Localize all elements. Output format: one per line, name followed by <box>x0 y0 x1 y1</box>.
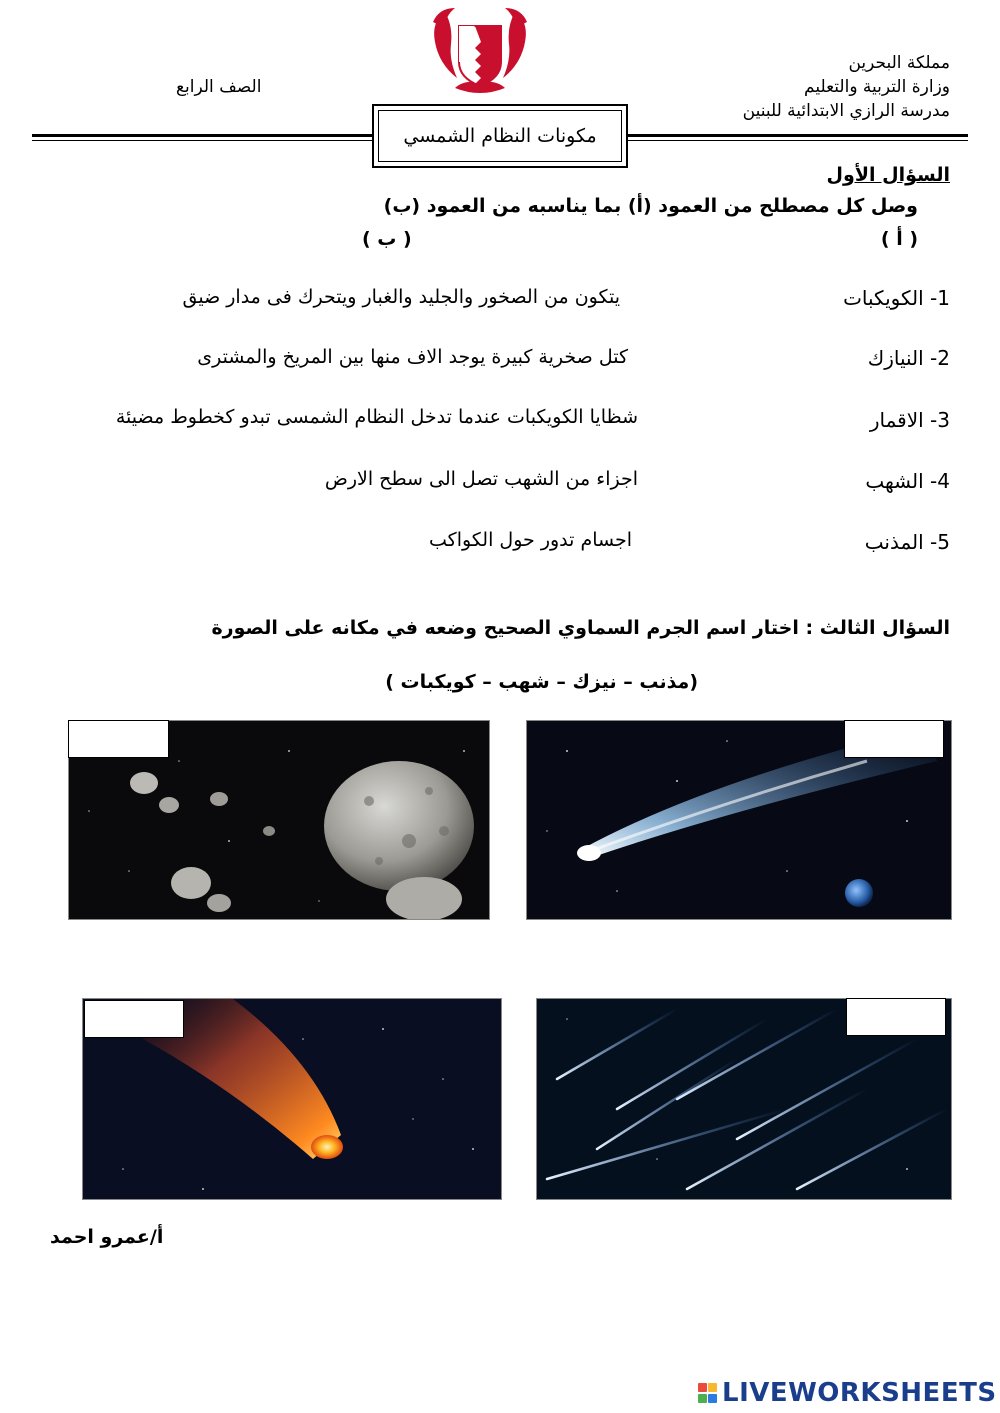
definition-2: كتل صخرية كبيرة يوجد الاف منها بين المريخ والمشترى <box>197 346 628 368</box>
term-4: 4- الشهب <box>865 469 950 493</box>
term-3: 3- الاقمار <box>869 408 950 432</box>
grade-label: الصف الرابع <box>176 77 262 97</box>
column-a-header: ( أ ) <box>880 228 918 250</box>
liveworksheets-logo <box>698 1378 997 1408</box>
answer-box-asteroids[interactable] <box>68 720 169 758</box>
definition-5: اجسام تدور حول الكواكب <box>429 529 632 551</box>
header-rule-right <box>628 134 968 137</box>
teacher-name: أ/عمرو احمد <box>50 1226 164 1248</box>
definition-1: يتكون من الصخور والجليد والغبار ويتحرك فى مدار ضيق <box>182 286 620 308</box>
column-b-header: ( ب ) <box>362 228 412 250</box>
page-title-box <box>372 104 628 168</box>
question1-instruction: وصل كل مصطلح من العمود (أ) بما يناسبه من العمود (ب) <box>383 195 918 217</box>
term-5: 5- المذنب <box>864 530 950 554</box>
term-2: 2- النيازك <box>867 346 950 370</box>
header-rule-left <box>32 134 372 137</box>
definition-4: اجزاء من الشهب تصل الى سطح الارض <box>324 468 638 490</box>
liveworksheets-text: LIVEWORKSHEETS <box>722 1378 997 1408</box>
term-1: 1- الكويكبات <box>843 286 950 310</box>
header-rule-right-thin <box>628 140 968 141</box>
answer-box-comet[interactable] <box>844 720 944 758</box>
ministry-label: وزارة التربية والتعليم <box>804 77 950 97</box>
answer-box-meteorite[interactable] <box>84 1000 184 1038</box>
question3-title: السؤال الثالث : اختار اسم الجرم السماوي الصحيح وضعه في مكانه على الصورة <box>211 617 950 639</box>
answer-box-meteor-shower[interactable] <box>846 998 946 1036</box>
school-label: مدرسة الرازي الابتدائية للبنين <box>742 101 950 121</box>
question3-options: (مذنب – نيزك – شهب – كويكبات ) <box>385 671 698 693</box>
kingdom-label: مملكة البحرين <box>848 53 950 73</box>
emblem <box>425 4 535 96</box>
header-rule-left-thin <box>32 140 372 141</box>
page-title: مكونات النظام الشمسي <box>378 110 622 162</box>
question1-title: السؤال الأول <box>826 164 950 186</box>
definition-3: شظايا الكويكبات عندما تدخل النظام الشمسى تبدو كخطوط مضيئة <box>115 406 638 428</box>
liveworksheets-icon <box>698 1383 718 1403</box>
